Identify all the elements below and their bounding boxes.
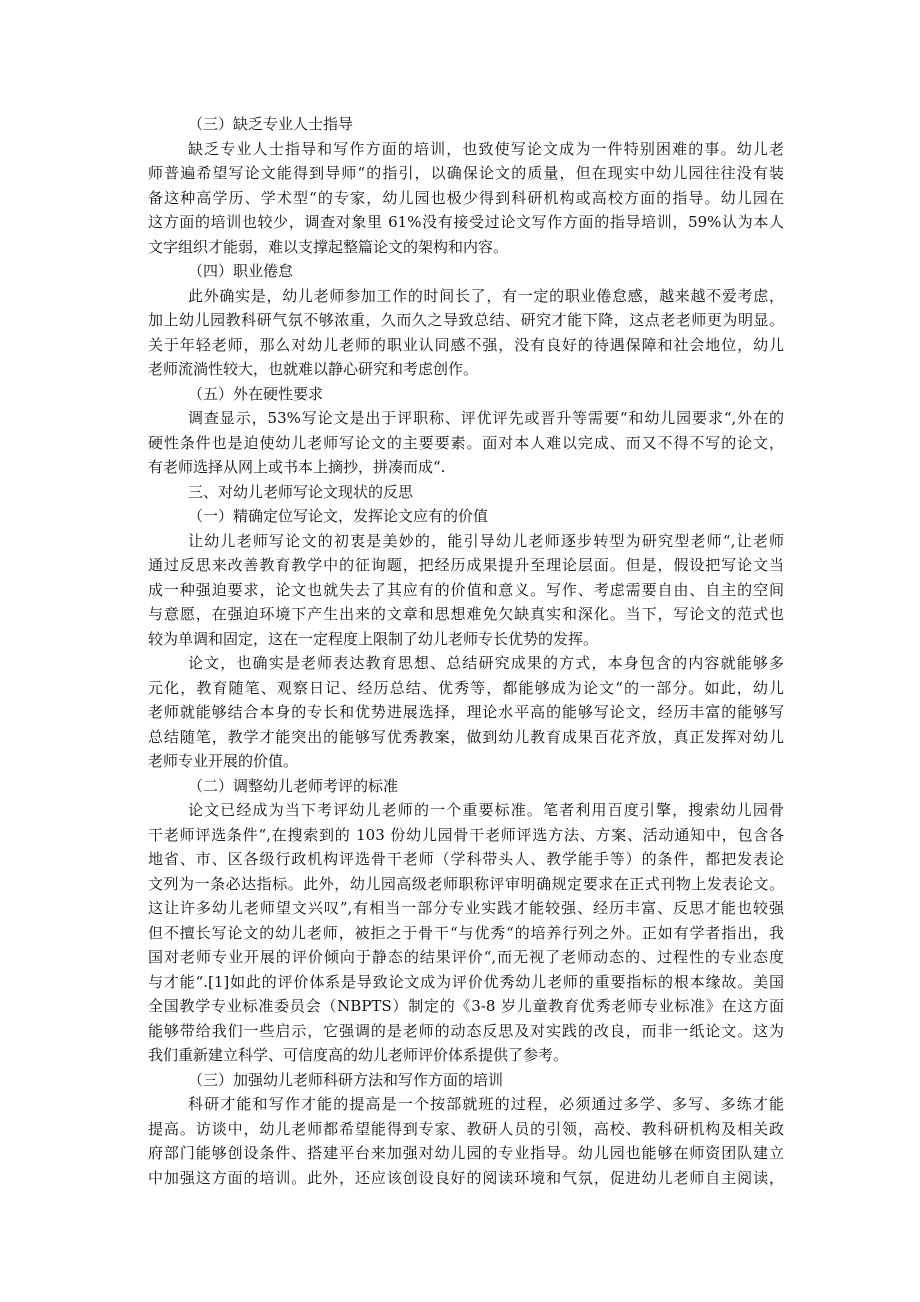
paragraph-line: 论文已经成为当下考评幼儿老师的一个重要标准。笔者利用百度引擎，搜索幼儿园骨 (188, 801, 784, 819)
paragraph-line: 中加强这方面的培训。此外，还应该创设良好的阅读环境和气氛，促进幼儿老师自主阅读， (148, 1168, 784, 1187)
paragraph-line: 能够带给我们一些启示，它强调的是老师的动态反思及对实践的改良，而非一纸论文。这为 (148, 1021, 784, 1040)
section-heading: （五）外在硬性要求 (188, 384, 324, 403)
paragraph-line: 与才能“.[1]如此的评价体系是导致论文成为评价优秀幼儿老师的重要指标的根本缘故。美国 (148, 972, 784, 991)
paragraph-line: 此外确实是，幼儿老师参加工作的时间长了，有一定的职业倦怠感，越来越不爱考虑， (188, 286, 784, 305)
section-heading: （三）缺乏专业人士指导 (188, 115, 354, 133)
paragraph-line: 关于年轻老师，那么对幼儿老师的职业认同感不强，没有良好的待遇保障和社会地位，幼儿 (148, 335, 784, 354)
paragraph-line: 总结随笔，教学才能突出的能够写优秀教案，做到幼儿教育成果百花齐放，真正发挥对幼儿 (148, 727, 784, 746)
paragraph-line: 元化，教育随笔、观察日记、经历总结、优秀等，都能够成为论文“的一部分。如此，幼儿 (148, 678, 784, 697)
paragraph-line: 加上幼儿园教科研气氛不够浓重，久而久之导致总结、研究才能下降，这点老老师更为明显。 (148, 311, 784, 329)
paragraph-line: 但不擅长写论文的幼儿老师，被拒之于骨干“与优秀“的培养行列之外。正如有学者指出，我 (148, 923, 784, 942)
paragraph-line: 文列为一条必达指标。此外，幼儿园高级老师职称评审明确规定要求在正式刊物上发表论文。 (148, 874, 784, 893)
paragraph-line: 与意愿，在强迫环境下产生出来的文章和思想难免欠缺真实和深化。当下，写论文的范式也 (148, 605, 784, 623)
paragraph-line: 老师流淌性较大，也就难以静心研究和考虑创作。 (148, 360, 479, 378)
paragraph-line: 较为单调和固定，这在一定程度上限制了幼儿老师专长优势的发挥。 (148, 629, 599, 648)
paragraph-line: 老师就能够结合本身的专长和优势进展选择，理论水平高的能够写论文，经历丰富的能够写 (148, 703, 784, 721)
paragraph-line: 调查显示，53%写论文是出于评职称、评优评先或晋升等需要“和幼儿园要求“,外在的 (188, 409, 784, 427)
paragraph-line: 缺乏专业人士指导和写作方面的培训，也致使写论文成为一件特别困难的事。幼儿老 (188, 139, 784, 158)
section-heading: （一）精确定位写论文，发挥论文应有的价值 (188, 507, 489, 525)
paragraph-line: 科研才能和写作才能的提高是一个按部就班的过程，必须通过多学、多写、多练才能 (188, 1095, 784, 1113)
paragraph-line: 让幼儿老师写论文的初衷是美妙的，能引导幼儿老师逐步转型为研究型老师“,让老师 (188, 531, 784, 550)
paragraph-line: 有老师选择从网上或书本上摘抄，拼凑而成“. (148, 458, 446, 476)
paragraph-line: 地省、市、区各级行政机构评选骨干老师（学科带头人、教学能手等）的条件，都把发表论 (148, 850, 784, 868)
paragraph-line: 硬性条件也是迫使幼儿老师写论文的主要要素。面对本人难以完成、而又不得不写的论文， (148, 433, 784, 452)
paragraph-line: 师普遍希望写论文能得到导师“的指引，以确保论文的质量，但在现实中幼儿园往往没有装 (148, 164, 784, 182)
section-heading: （三）加强幼儿老师科研方法和写作方面的培训 (188, 1070, 504, 1089)
paragraph-line: 备这种高学历、学术型“的专家，幼儿园也极少得到科研机构或高校方面的指导。幼儿园在 (148, 188, 784, 207)
paragraph-line: 国对老师专业开展的评价倾向于静态的结果评价“,而无视了老师动态的、过程性的专业态度 (148, 948, 784, 966)
paragraph-line: 通过反思来改善教育教学中的征询题，把经历成果提升至理论层面。但是，假设把写论文当 (148, 556, 784, 574)
chapter-heading: 三、对幼儿老师写论文现状的反思 (188, 482, 414, 501)
paragraph-line: 提高。访谈中，幼儿老师都希望能得到专家、教研人员的引领，高校、教科研机构及相关政 (148, 1119, 784, 1138)
section-heading: （二）调整幼儿老师考评的标准 (188, 776, 399, 795)
paragraph-line: 我们重新建立科学、可信度高的幼儿老师评价体系提供了参考。 (148, 1046, 569, 1064)
paragraph-line: 老师专业开展的价值。 (148, 752, 299, 770)
document-page (148, 112, 784, 1190)
paragraph-line: 这让许多幼儿老师望文兴叹”,有相当一部分专业实践才能较强、经历丰富、反思才能也较强 (148, 899, 784, 917)
paragraph-line: 全国教学专业标准委员会（NBPTS）制定的《3-8 岁儿童教育优秀老师专业标准》在这方面 (148, 997, 784, 1015)
paragraph-line: 论文，也确实是老师表达教育思想、总结研究成果的方式，本身包含的内容就能够多 (188, 654, 784, 672)
paragraph-line: 干老师评选条件“,在搜索到的 103 份幼儿园骨干老师评选方法、方案、活动通知中，包含各 (148, 825, 784, 844)
paragraph-line: 这方面的培训也较少，调查对象里 61%没有接受过论文写作方面的指导培训，59%认为本人 (148, 213, 784, 231)
paragraph-line: 府部门能够创设条件、搭建平台来加强对幼儿园的专业指导。幼儿园也能够在师资团队建立 (148, 1144, 784, 1162)
section-heading: （四）职业倦怠 (188, 262, 294, 280)
paragraph-line: 成一种强迫要求，论文也就失去了其应有的价值和意义。写作、考虑需要自由、自主的空间 (148, 580, 784, 599)
paragraph-line: 文字组织才能弱，难以支撑起整篇论文的架构和内容。 (148, 237, 509, 256)
